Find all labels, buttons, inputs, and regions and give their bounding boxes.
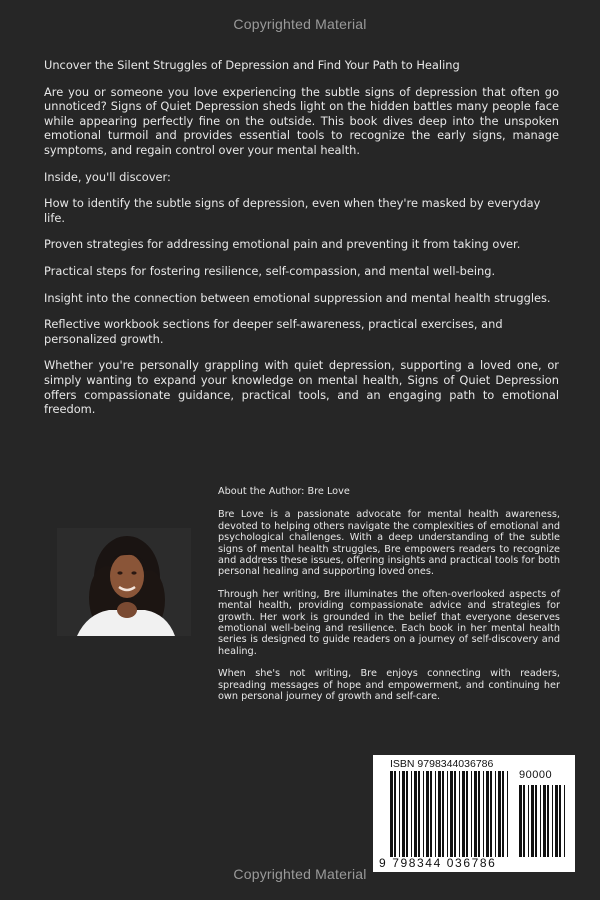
barcode-bar	[559, 785, 561, 857]
barcode-bar	[555, 785, 558, 857]
barcode-bar	[450, 771, 453, 857]
barcode-bar	[435, 771, 436, 857]
blurb-inside-label: Inside, you'll discover:	[44, 169, 171, 184]
barcode-bar	[414, 771, 417, 857]
barcode-bar	[519, 785, 522, 857]
isbn-barcode-box	[373, 755, 575, 872]
barcode-bar	[483, 771, 484, 857]
isbn-digits: 9 798344 036786	[379, 856, 497, 870]
barcode-bar	[478, 771, 480, 857]
barcode-bar	[531, 785, 534, 857]
barcode-bar	[528, 785, 529, 857]
barcode-bar	[390, 771, 393, 857]
about-the-author	[218, 486, 560, 714]
author-paragraph: Bre Love is a passionate advocate for mental health awareness, devoted to helping others navigate the complexities of emotional and psychological challenges. With a deep understanding of the subtle signs of mental health struggles, Bre empowers readers to recognize and address these issues, offering insights and practical tools for both personal healing and supporting loved ones.	[218, 509, 560, 578]
blurb-list-item: Practical steps for fostering resilience, self-compassion, and mental well-being.	[44, 263, 496, 278]
barcode-bar	[454, 771, 456, 857]
barcode-bar	[543, 785, 546, 857]
barcode-bar	[523, 785, 525, 857]
author-paragraph: When she's not writing, Bre enjoys connecting with readers, spreading messages of hope and empowerment, and continuing her own personal journey of growth and self-care.	[218, 668, 560, 703]
barcode-bar	[486, 771, 489, 857]
blurb-list-item: Reflective workbook sections for deeper self-awareness, practical exercises, and personalized growth.	[44, 317, 503, 346]
barcode-bar	[471, 771, 472, 857]
barcode-bar	[552, 785, 553, 857]
author-photo	[57, 528, 191, 636]
barcode-bar	[490, 771, 492, 857]
blurb-closing: Whether you're personally grappling with quiet depression, supporting a loved one, or simply wanting to expand your knowledge on mental health, Signs of Quiet Depression offers compassionate guidance, practical tools, and an engaging path to emotional freedom.	[44, 358, 559, 417]
isbn-label: ISBN 9798344036786	[390, 758, 494, 770]
barcode-bar	[418, 771, 420, 857]
author-heading: About the Author: Bre Love	[218, 486, 350, 497]
barcode-bar	[495, 771, 496, 857]
blurb-headline: Uncover the Silent Struggles of Depression and Find Your Path to Healing	[44, 58, 460, 72]
barcode-bar	[535, 785, 537, 857]
blurb-list-item: How to identify the subtle signs of depression, even when they're masked by everyday life.	[44, 196, 541, 225]
barcode-bar	[459, 771, 460, 857]
barcode-bar	[430, 771, 432, 857]
barcode-bar	[507, 771, 508, 857]
barcode-bar	[462, 771, 465, 857]
copyright-watermark-bottom: Copyrighted Material	[233, 866, 367, 882]
barcode-bar	[411, 771, 412, 857]
blurb-list-item: Proven strategies for addressing emotional pain and preventing it from taking over.	[44, 237, 521, 252]
barcode-bar	[547, 785, 549, 857]
barcode-bar	[394, 771, 396, 857]
barcode-bar	[442, 771, 444, 857]
barcode-bar	[564, 785, 565, 857]
author-paragraph: Through her writing, Bre illuminates the often-overlooked aspects of mental health, providing compassionate advice and strategies for growth. Her work is grounded in the belief that everyone deserves emotional well-being and resilience. Each book in her mental health series is designed to guide readers on a journey of self-discovery and healing.	[218, 588, 560, 657]
copyright-watermark-top: Copyrighted Material	[233, 16, 367, 32]
back-cover-blurb	[44, 58, 559, 429]
barcode-bars	[373, 755, 575, 872]
blurb-list-item: Insight into the connection between emotional suppression and mental health struggles.	[44, 290, 551, 305]
blurb-intro: Are you or someone you love experiencing the subtle signs of depression that often go unnoticed? Signs of Quiet Depression sheds light on the hidden battles many people face while appearing perfectly fine on the outside. This book dives deep into the unspoken emotional turmoil and provides essential tools to recognize the early signs, manage symptoms, and regain control over your mental health.	[44, 84, 559, 157]
barcode-bar	[426, 771, 429, 857]
author-portrait-image	[57, 528, 191, 636]
price-code: 90000	[519, 769, 553, 781]
barcode-bar	[406, 771, 408, 857]
barcode-bar	[540, 785, 541, 857]
barcode-bar	[399, 771, 400, 857]
barcode-bar	[502, 771, 504, 857]
barcode-bar	[402, 771, 405, 857]
barcode-bar	[423, 771, 424, 857]
barcode-bar	[474, 771, 477, 857]
barcode-bar	[447, 771, 448, 857]
barcode-bar	[466, 771, 468, 857]
barcode-bar	[498, 771, 501, 857]
barcode-bar	[438, 771, 441, 857]
